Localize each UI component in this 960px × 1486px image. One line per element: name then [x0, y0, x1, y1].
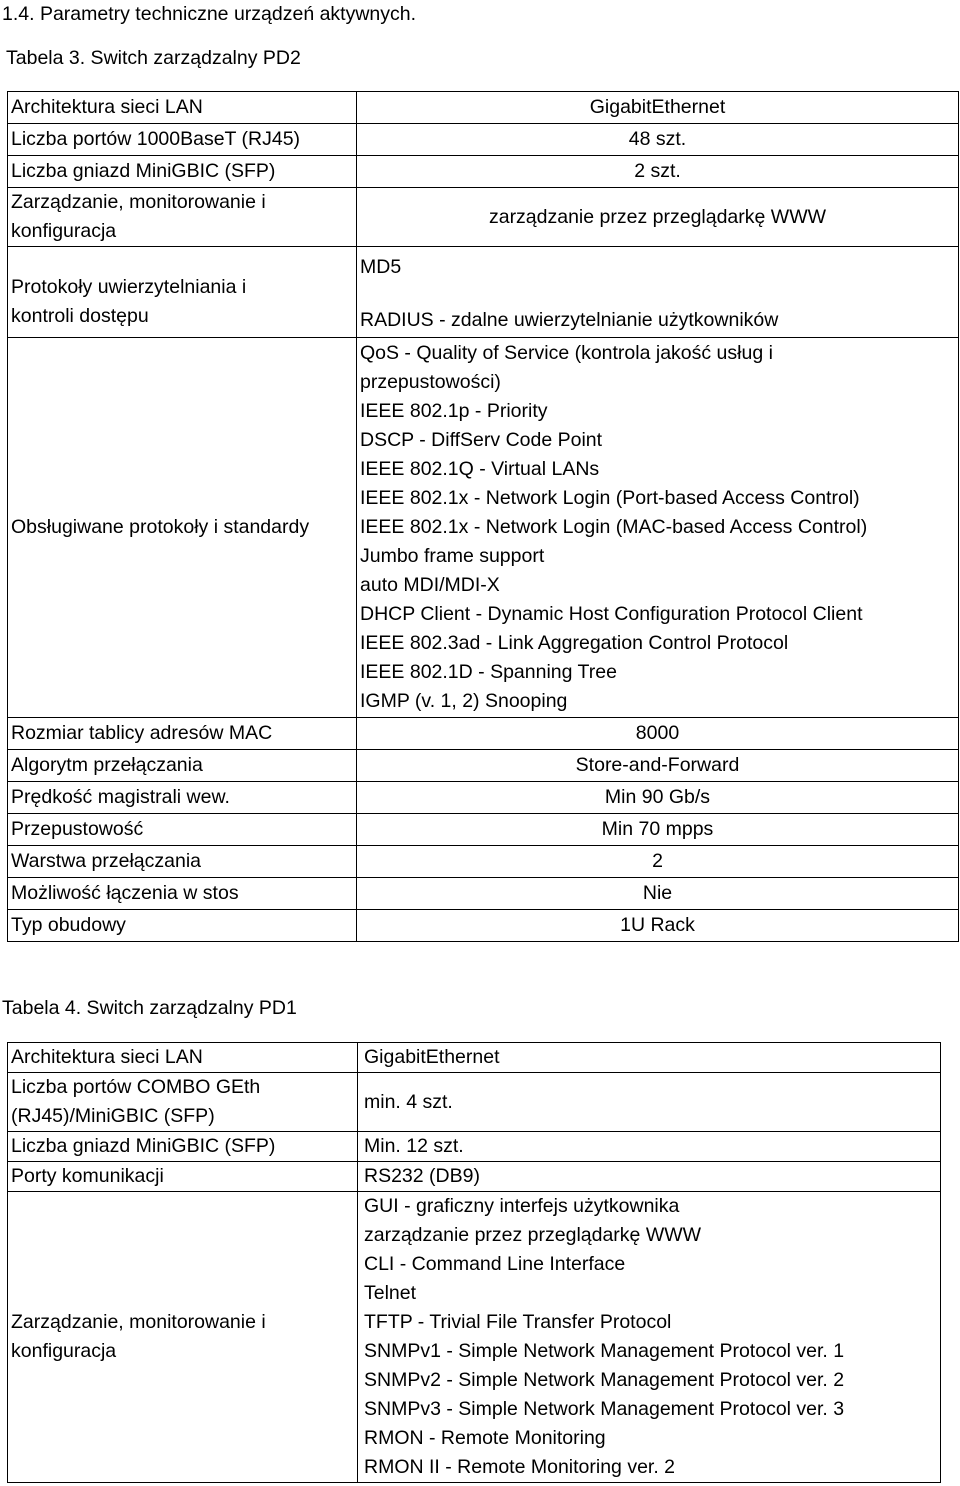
row-label: Liczba gniazd MiniGBIC (SFP) — [8, 1132, 358, 1162]
protocol-item: IEEE 802.3ad - Link Aggregation Control Protocol — [360, 632, 789, 654]
protocol-item: przepustowości) — [360, 371, 501, 393]
row-label: Przepustowość — [8, 814, 357, 846]
auth-protocol: MD5 — [360, 256, 402, 278]
row-value: zarządzanie przez przeglądarkę WWW — [357, 188, 959, 247]
row-label — [8, 1073, 358, 1132]
section-heading: 1.4. Parametry techniczne urządzeń aktywnych. — [2, 3, 417, 25]
management-item: SNMPv2 - Simple Network Management Protocol ver. 2 — [364, 1369, 845, 1391]
row-value: 2 — [357, 846, 959, 878]
table-row — [8, 846, 959, 878]
row-value: GigabitEthernet — [357, 92, 959, 124]
table-row — [8, 124, 959, 156]
row-label — [8, 247, 357, 338]
management-item: zarządzanie przez przeglądarkę WWW — [364, 1224, 702, 1246]
table-row — [8, 188, 959, 247]
table-row — [8, 1192, 941, 1483]
table4-caption: Tabela 4. Switch zarządzalny PD1 — [2, 997, 297, 1019]
row-value: Min 90 Gb/s — [357, 782, 959, 814]
row-value-list — [357, 338, 959, 718]
row-label: Prędkość magistrali wew. — [8, 782, 357, 814]
protocol-item: IEEE 802.1Q - Virtual LANs — [360, 458, 600, 480]
protocol-item: DSCP - DiffServ Code Point — [360, 429, 603, 451]
label-line: konfiguracja — [11, 220, 117, 242]
protocol-item: IEEE 802.1x - Network Login (Port-based Access Control) — [360, 487, 860, 509]
row-label: Architektura sieci LAN — [8, 1043, 358, 1073]
row-value: Store-and-Forward — [357, 750, 959, 782]
protocol-item: IGMP (v. 1, 2) Snooping — [360, 690, 568, 712]
table-row — [8, 814, 959, 846]
label-line: kontroli dostępu — [11, 305, 149, 327]
row-label — [8, 188, 357, 247]
auth-protocol: RADIUS - zdalne uwierzytelnianie użytkowników — [360, 309, 779, 331]
row-label: Liczba portów 1000BaseT (RJ45) — [8, 124, 357, 156]
row-value — [357, 247, 959, 338]
row-label: Rozmiar tablicy adresów MAC — [8, 718, 357, 750]
row-value: 8000 — [357, 718, 959, 750]
table3-caption: Tabela 3. Switch zarządzalny PD2 — [6, 47, 301, 69]
row-label: Algorytm przełączania — [8, 750, 357, 782]
row-value: 1U Rack — [357, 910, 959, 942]
table-row — [8, 1043, 941, 1073]
row-label: Liczba gniazd MiniGBIC (SFP) — [8, 156, 357, 188]
label-line: (RJ45)/MiniGBIC (SFP) — [11, 1105, 215, 1127]
label-line: Zarządzanie, monitorowanie i — [11, 1311, 266, 1333]
table-row — [8, 1162, 941, 1192]
protocol-item: QoS - Quality of Service (kontrola jakość usług i — [360, 342, 773, 364]
row-value: GigabitEthernet — [358, 1043, 941, 1073]
table-row — [8, 718, 959, 750]
row-label: Obsługiwane protokoły i standardy — [8, 338, 357, 718]
protocol-item: IEEE 802.1x - Network Login (MAC-based Access Control) — [360, 516, 868, 538]
management-item: RMON - Remote Monitoring — [364, 1427, 606, 1449]
row-value: Nie — [357, 878, 959, 910]
label-line: Protokoły uwierzytelniania i — [11, 276, 247, 298]
protocol-item: auto MDI/MDI-X — [360, 574, 500, 596]
protocol-item: DHCP Client - Dynamic Host Configuration Protocol Client — [360, 603, 863, 625]
row-value-list — [358, 1192, 941, 1483]
management-item: SNMPv3 - Simple Network Management Protocol ver. 3 — [364, 1398, 845, 1420]
table-row — [8, 92, 959, 124]
table-row — [8, 782, 959, 814]
protocol-item: IEEE 802.1p - Priority — [360, 400, 548, 422]
row-value: Min. 12 szt. — [358, 1132, 941, 1162]
table-row — [8, 1132, 941, 1162]
management-item: Telnet — [364, 1282, 417, 1304]
table-row — [8, 156, 959, 188]
management-item: GUI - graficzny interfejs użytkownika — [364, 1195, 680, 1217]
row-label: Warstwa przełączania — [8, 846, 357, 878]
protocol-item: IEEE 802.1D - Spanning Tree — [360, 661, 617, 683]
table3-spec-table — [7, 91, 959, 942]
row-label: Porty komunikacji — [8, 1162, 358, 1192]
label-line: Liczba portów COMBO GEth — [11, 1076, 261, 1098]
table-row — [8, 247, 959, 338]
table-row — [8, 338, 959, 718]
management-item: RMON II - Remote Monitoring ver. 2 — [364, 1456, 676, 1478]
row-value: 2 szt. — [357, 156, 959, 188]
table-row — [8, 910, 959, 942]
row-label — [8, 1192, 358, 1483]
row-value: RS232 (DB9) — [358, 1162, 941, 1192]
table-row — [8, 1073, 941, 1132]
management-item: TFTP - Trivial File Transfer Protocol — [364, 1311, 672, 1333]
table4-spec-table — [7, 1042, 941, 1483]
row-label: Typ obudowy — [8, 910, 357, 942]
management-item: SNMPv1 - Simple Network Management Protocol ver. 1 — [364, 1340, 845, 1362]
row-label: Możliwość łączenia w stos — [8, 878, 357, 910]
table-row — [8, 878, 959, 910]
table-row — [8, 750, 959, 782]
label-line: konfiguracja — [11, 1340, 117, 1362]
management-item: CLI - Command Line Interface — [364, 1253, 626, 1275]
protocol-item: Jumbo frame support — [360, 545, 545, 567]
row-value: 48 szt. — [357, 124, 959, 156]
label-line: Zarządzanie, monitorowanie i — [11, 191, 266, 213]
row-value: Min 70 mpps — [357, 814, 959, 846]
row-label: Architektura sieci LAN — [8, 92, 357, 124]
row-value: min. 4 szt. — [358, 1073, 941, 1132]
